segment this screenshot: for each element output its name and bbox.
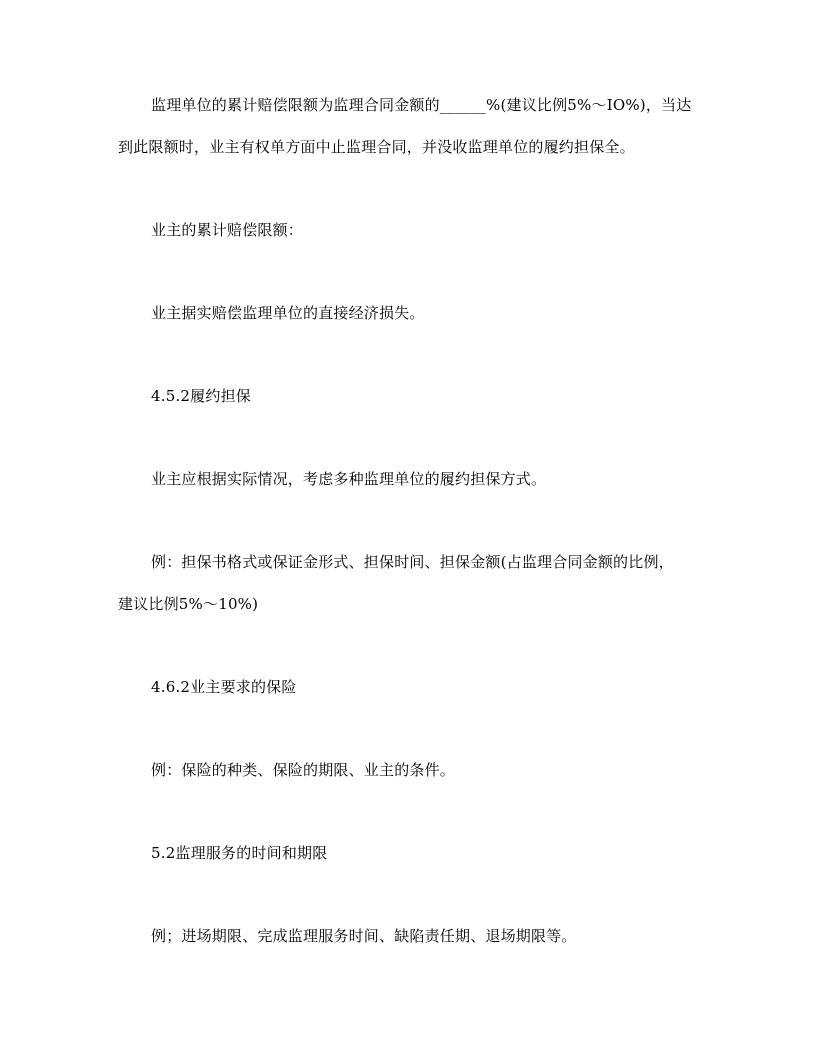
paragraph-guarantee-methods: 业主应根据实际情况，考虑多种监理单位的履约担保方式。 [151, 470, 547, 488]
paragraph-guarantee-example-line2: 建议比例5%～10%) [118, 595, 259, 613]
paragraph-liability-cap-line1: 监理单位的累计赔偿限额为监理合同金额的______%(建议比例5%～IO%)，当达 [151, 96, 692, 114]
paragraph-guarantee-example-line1: 例：担保书格式或保证金形式、担保时间、担保金额(占监理合同金额的比例， [151, 553, 674, 571]
paragraph-liability-cap-line2: 到此限额时，业主有权单方面中止监理合同，并没收监理单位的履约担保全。 [118, 138, 635, 156]
heading-owner-insurance: 4.6.2业主要求的保险 [151, 678, 297, 696]
paragraph-owner-compensation: 业主据实赔偿监理单位的直接经济损失。 [151, 304, 425, 322]
paragraph-service-period-example: 例；进场期限、完成监理服务时间、缺陷责任期、退场期限等。 [151, 927, 577, 945]
heading-performance-guarantee: 4.5.2履约担保 [151, 387, 251, 405]
paragraph-owner-cap: 业主的累计赔偿限额： [151, 221, 304, 239]
heading-service-period: 5.2监理服务的时间和期限 [151, 844, 328, 862]
paragraph-insurance-example: 例：保险的种类、保险的期限、业主的条件。 [151, 761, 456, 779]
